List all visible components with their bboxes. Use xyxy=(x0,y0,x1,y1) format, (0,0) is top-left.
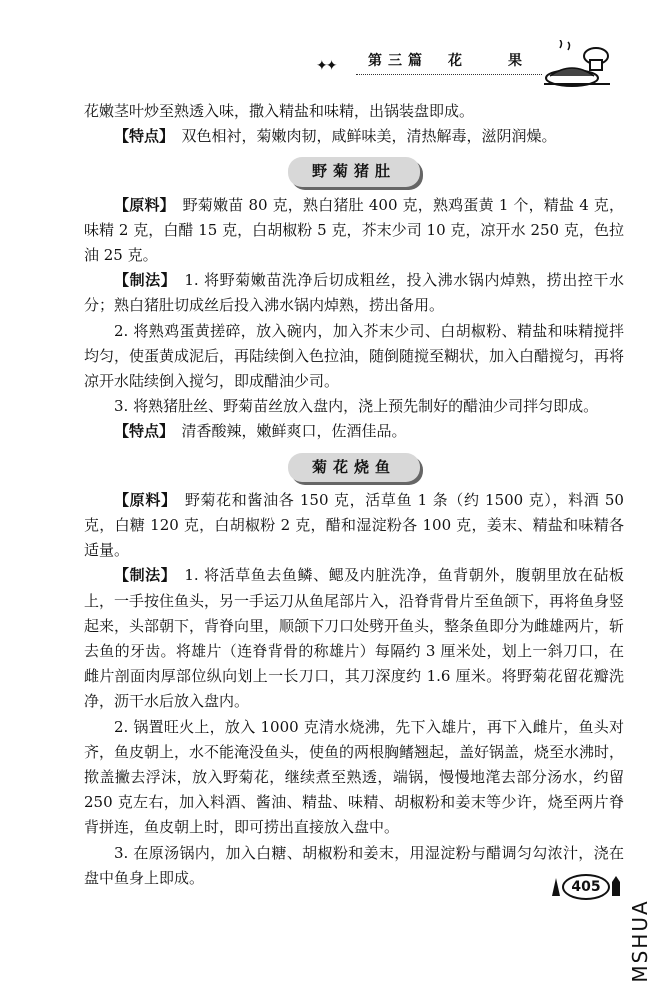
paragraph-method: 【制法】 1. 将活草鱼去鱼鳞、鳃及内脏洗净，鱼背朝外，腹朝里放在砧板上，一手按住鱼头，另一手运刀从鱼尾部片入，沿脊背骨片至鱼颌下，再将鱼身竖起来，头部朝下，背脊向里，顺颌下刀口处劈开鱼头，整条鱼即分为雌雄两片，斩去鱼的牙齿。将雄片（连脊背骨的称雄片）每隔约 3 厘米处，划上一斜刀口，在雌片剖面肉厚部位纵向划上一长刀口，其刀深度约 1.6 厘米。将野菊花留花瓣洗净，沥干水后放入盘内。 xyxy=(84,566,625,711)
section-title: 野菊猪肚 xyxy=(288,157,420,186)
page-body xyxy=(84,99,624,891)
watermark: MSHUA xyxy=(628,899,652,983)
paragraph-ingredients: 【原料】 野菊花和酱油各 150 克，活草鱼 1 条（约 1500 克），料酒 50 克，白糖 120 克，白胡椒粉 2 克，醋和湿淀粉各 100 克，姜末、精盐和味精各适量。 xyxy=(84,490,624,560)
paragraph-step: 2. 将熟鸡蛋黄搓碎，放入碗内，加入芥末少司、白胡椒粉、精盐和味精搅拌均匀，使蛋黄成泥后，再陆续倒入色拉油，随倒随搅至糊状，加入白醋搅匀，再将凉开水陆续倒入搅匀，即成醋油少司。 xyxy=(84,321,625,391)
page-number: 405 xyxy=(562,874,610,900)
sparkle-icon: ✦✦ xyxy=(316,58,336,74)
paragraph-step: 2. 锅置旺火上，放入 1000 克清水烧沸，先下入雄片，再下入雌片，鱼头对齐，鱼皮朝上，水不能淹没鱼头，使鱼的两根胸鳍翘起，盖好锅盖，烧至水沸时，揿盖撇去浮沫，放入野菊花，继续煮至熟透，端锅，慢慢地滗去部分汤水，约留 250 克左右，加入料酒、酱油、精盐、味精、胡椒粉和姜末等少许，烧至两片脊背拼连，鱼皮朝上时，即可捞出直接放入盘中。 xyxy=(84,717,625,837)
paragraph-feature: 【特点】 清香酸辣，嫩鲜爽口，佐酒佳品。 xyxy=(114,422,407,441)
chapter-label: 第三篇 花 果 xyxy=(368,53,528,69)
paragraph-step: 3. 将熟猪肚丝、野菊苗丝放入盘内，浇上预先制好的醋油少司拌匀即成。 xyxy=(114,397,599,416)
header-rule xyxy=(356,74,542,75)
paragraph-ingredients: 【原料】 野菊嫩苗 80 克，熟白猪肚 400 克，熟鸡蛋黄 1 个，精盐 4 克，味精 2 克，白醋 15 克，白胡椒粉 5 克，芥末少司 10 克，凉开水 250 克，色拉油 25 克。 xyxy=(84,195,624,265)
page-number-badge xyxy=(548,872,624,898)
section-heading xyxy=(84,157,624,186)
paragraph: 花嫩茎叶炒至熟透入味，撒入精盐和味精，出锅装盘即成。 xyxy=(84,102,475,120)
paragraph-step: 3. 在原汤锅内，加入白糖、胡椒粉和姜末，用湿淀粉与醋调匀勾浓汁，浇在盘中鱼身上即成。 xyxy=(84,843,624,887)
chef-dish-icon xyxy=(540,40,616,90)
paragraph-method: 【制法】 1. 将野菊嫩苗洗净后切成粗丝，投入沸水锅内焯熟，捞出控干水分；熟白猪肚切成丝后投入沸水锅内焯熟，捞出备用。 xyxy=(84,271,624,315)
paragraph-feature: 【特点】 双色相衬，菊嫩肉韧，咸鲜味美，清热解毒，滋阴润燥。 xyxy=(114,127,557,146)
running-header xyxy=(310,44,550,74)
section-title: 菊花烧鱼 xyxy=(288,453,420,482)
section-heading xyxy=(84,453,624,482)
